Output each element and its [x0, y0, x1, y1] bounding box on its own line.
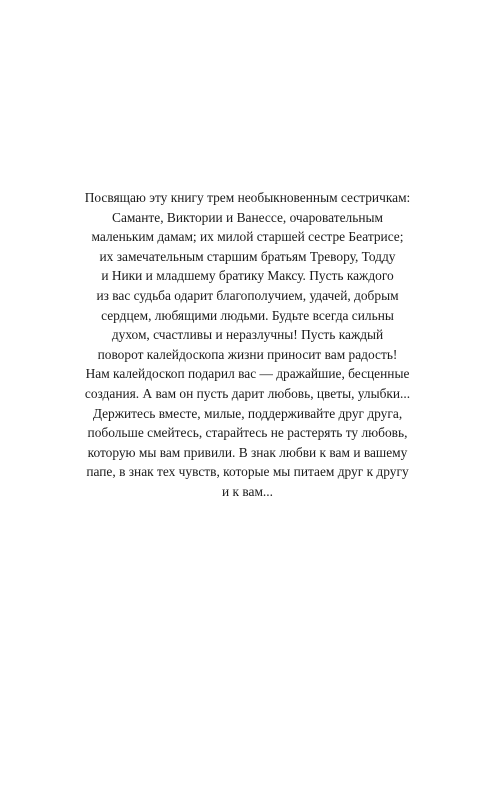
dedication-line: из вас судьба одарит благополучием, удачей, добрым — [96, 287, 399, 303]
dedication-line: сердцем, любящими людьми. Будьте всегда сильны — [101, 307, 394, 323]
dedication-line: Саманте, Виктории и Ванессе, очаровательным — [112, 209, 383, 225]
dedication-text — [40, 188, 455, 502]
dedication-line: и Ники и младшему братику Максу. Пусть каждого — [101, 268, 394, 284]
dedication-line: папе, в знак тех чувств, которые мы питаем друг к другу — [86, 464, 409, 480]
dedication-line: поворот калейдоскопа жизни приносит вам радость! — [97, 346, 398, 362]
dedication-line: создания. А вам он пусть дарит любовь, цветы, улыбки... — [84, 385, 411, 401]
dedication-line: духом, счастливы и неразлучны! Пусть каждый — [111, 327, 384, 343]
dedication-line: Держитесь вместе, милые, поддерживайте друг друга, — [92, 405, 403, 421]
dedication-line: Нам калейдоскоп подарил вас — дражайшие, бесценные — [85, 366, 410, 382]
dedication-line: маленьким дамам; их милой старшей сестре Беатрисе; — [91, 229, 404, 245]
dedication-line: Посвящаю эту книгу трем необыкновенным сестричкам: — [84, 190, 411, 205]
dedication-line: побольше смейтесь, старайтесь не растерять ту любовь, — [87, 425, 408, 441]
dedication-line: которую мы вам привили. В знак любви к вам и вашему — [87, 444, 408, 460]
dedication-line: их замечательным старшим братьям Тревору, Тодду — [99, 248, 396, 264]
dedication-line: и к вам... — [222, 483, 273, 499]
